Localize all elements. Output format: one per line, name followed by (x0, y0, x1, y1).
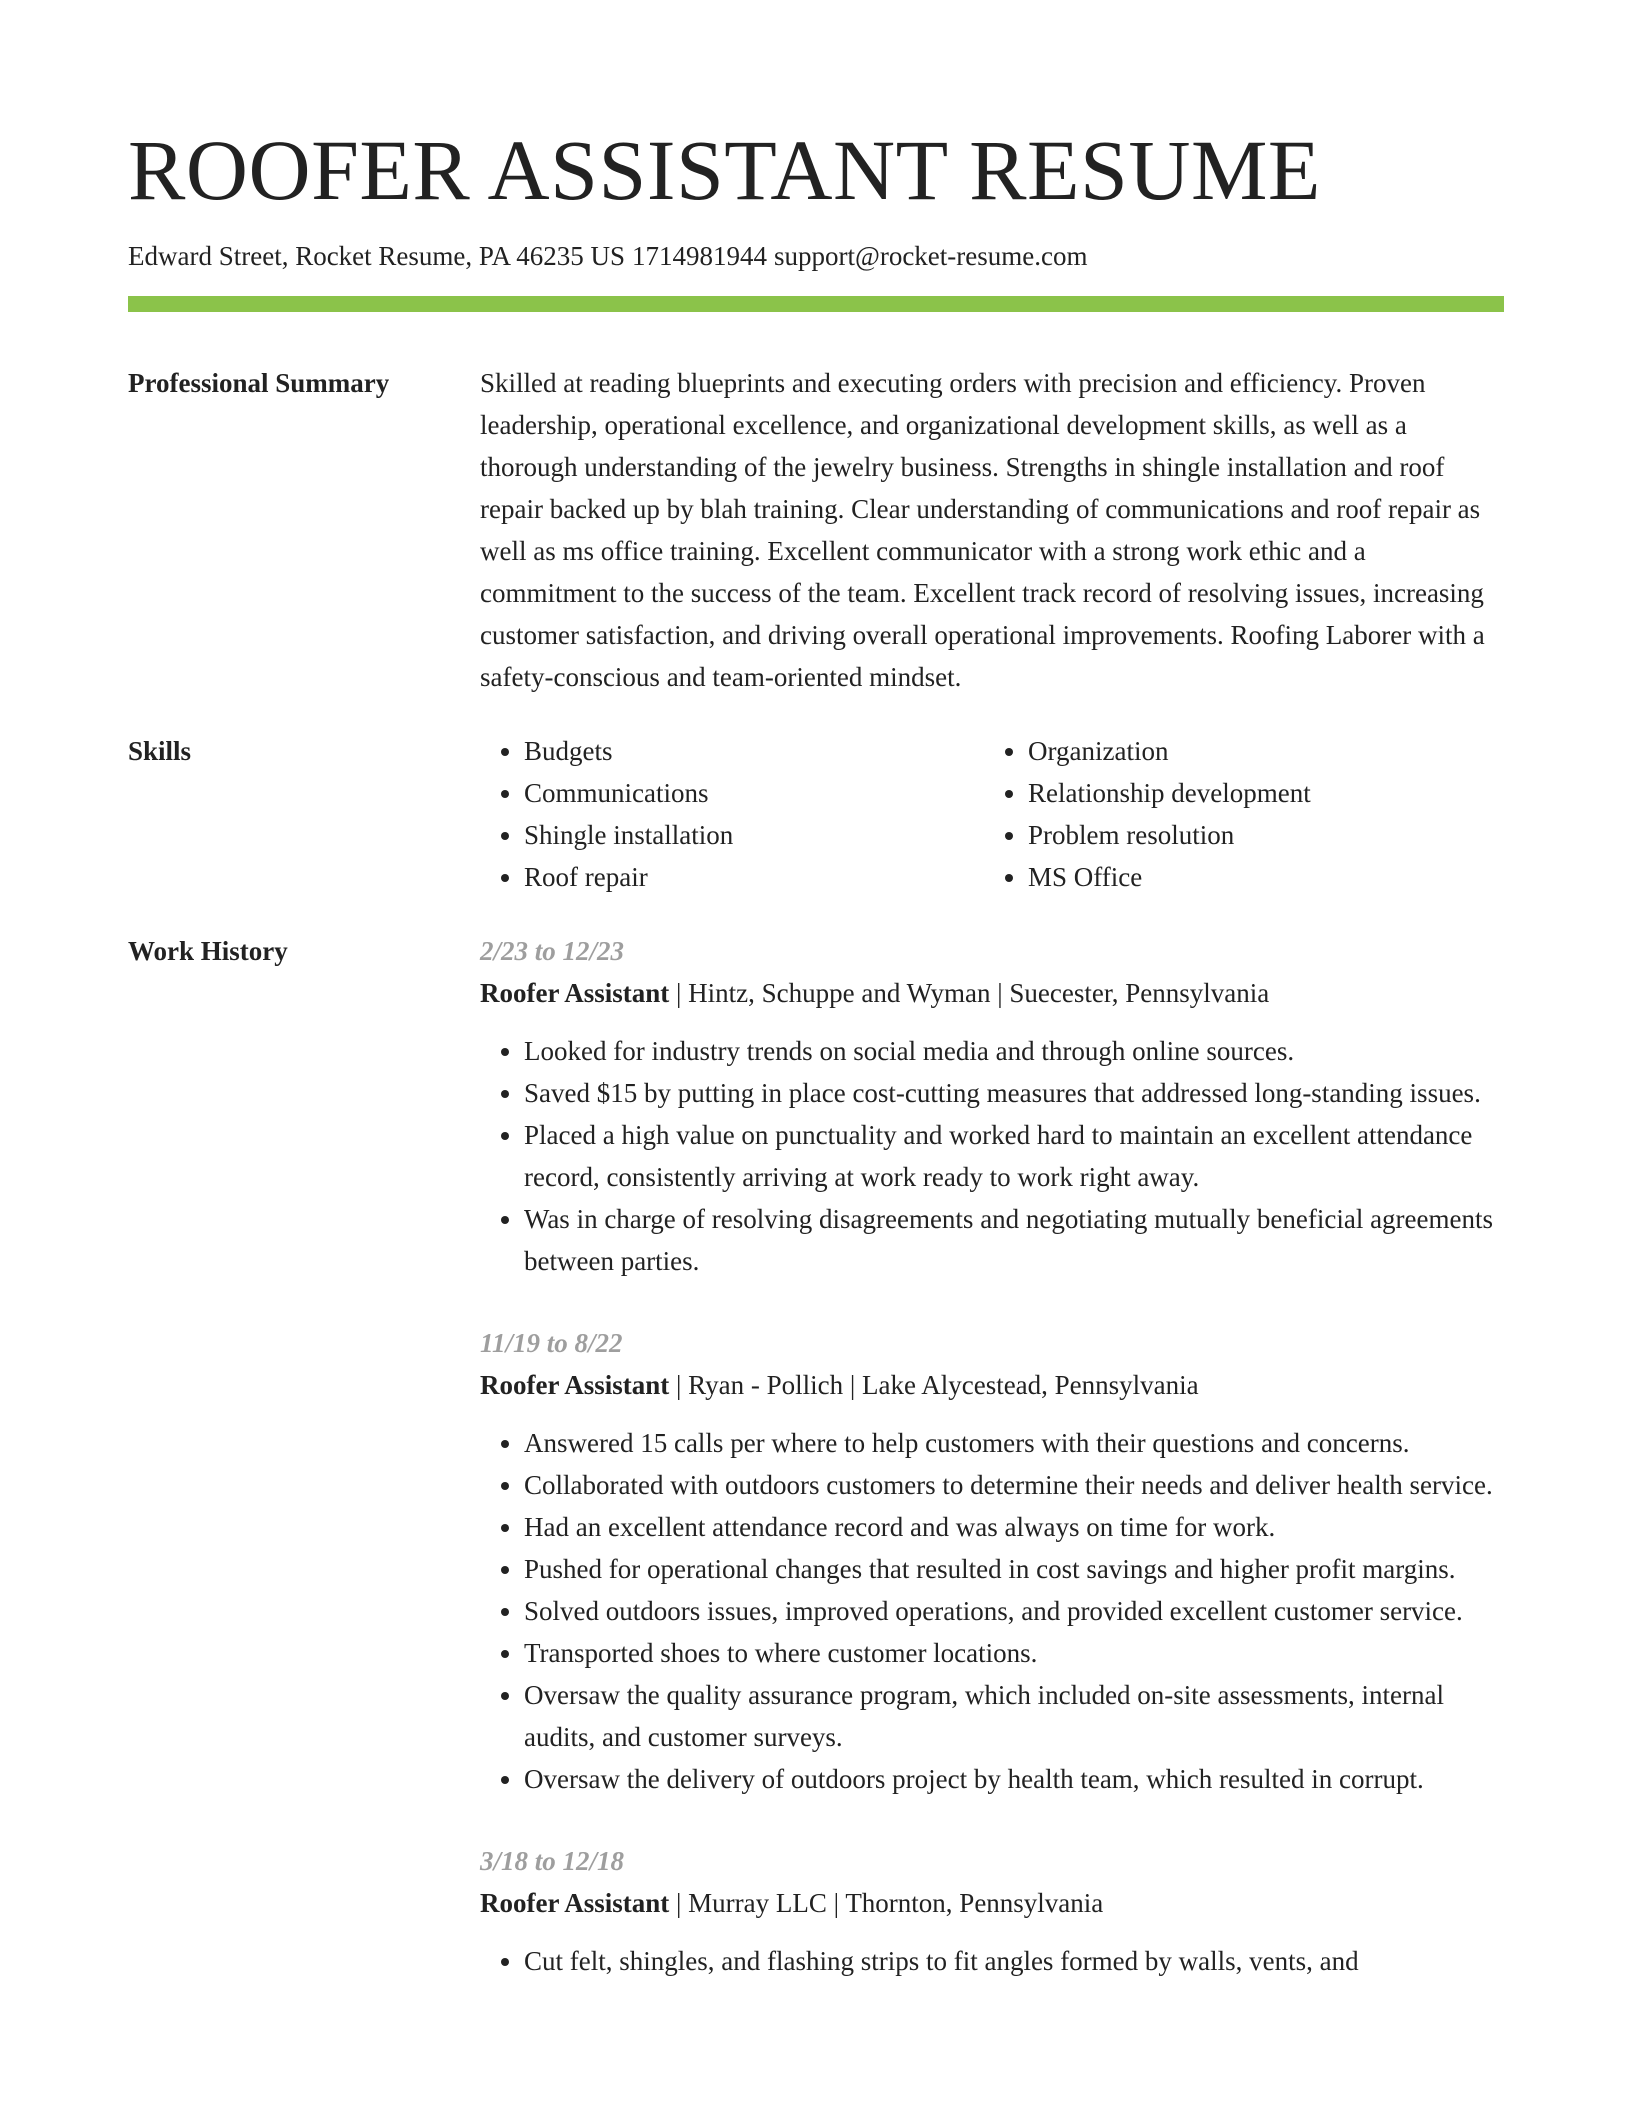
job-entry (480, 1840, 1504, 1982)
summary-label: Professional Summary (128, 368, 390, 398)
skills-list-right (984, 730, 1311, 898)
work-history-label: Work History (128, 936, 288, 966)
skill-item: • Problem resolution (1028, 814, 1311, 856)
skill-item: • MS Office (1028, 856, 1311, 898)
job-heading (480, 972, 1504, 1014)
job-bullet: • Cut felt, shingles, and flashing strips to fit angles formed by walls, vents, and (524, 1940, 1504, 1982)
contact-phone: 1714981944 (631, 241, 767, 271)
job-bullet: • Answered 15 calls per where to help customers with their questions and concerns. (524, 1422, 1504, 1464)
skill-item: • Budgets (524, 730, 984, 772)
summary-text: Skilled at reading blueprints and executing orders with precision and efficiency. Proven leadership, operational excellence, and organizational development skills, as well as a thorough understanding of the jewelry business. Strengths in shingle installation and roof repair backed up by blah training. Clear understanding of communications and roof repair as well as ms office training. Excellent communicator with a strong work ethic and a commitment to the success of the team. Excellent track record of resolving issues, increasing customer satisfaction, and driving overall operational improvements. Roofing Laborer with a safety-conscious and team-oriented mindset. (480, 368, 1485, 692)
job-heading (480, 1882, 1504, 1924)
header-divider (128, 296, 1504, 312)
job-role: Roofer Assistant (480, 1370, 670, 1400)
job-location: Suecester, Pennsylvania (1009, 978, 1270, 1008)
contact-line (128, 238, 1504, 274)
contact-email: support@rocket-resume.com (773, 241, 1088, 271)
job-bullet: • Oversaw the quality assurance program, which included on-site assessments, internal audits, and customer surveys. (524, 1674, 1504, 1758)
summary-section (128, 362, 1504, 698)
job-separator: | (833, 1888, 840, 1918)
job-company: Ryan - Pollich (688, 1370, 844, 1400)
contact-address: Edward Street, Rocket Resume, PA 46235 US (128, 241, 625, 271)
job-company: Murray LLC (688, 1888, 827, 1918)
job-heading (480, 1364, 1504, 1406)
job-role: Roofer Assistant (480, 978, 670, 1008)
job-bullet: • Looked for industry trends on social media and through online sources. (524, 1030, 1504, 1072)
job-separator: | (997, 978, 1003, 1008)
job-bullet: • Was in charge of resolving disagreements and negotiating mutually beneficial agreements between parties. (524, 1198, 1504, 1282)
job-entry (480, 1322, 1504, 1800)
skills-list-left (480, 730, 984, 898)
job-bullet: • Saved $15 by putting in place cost-cutting measures that addressed long-standing issues. (524, 1072, 1504, 1114)
job-company: Hintz, Schuppe and Wyman (688, 978, 991, 1008)
job-location: Lake Alycestead, Pennsylvania (862, 1370, 1199, 1400)
skill-item: • Shingle installation (524, 814, 984, 856)
resume-title: ROOFER ASSISTANT RESUME (128, 122, 1321, 218)
job-role: Roofer Assistant (480, 1888, 670, 1918)
job-bullets (480, 1422, 1504, 1800)
job-entry (480, 930, 1504, 1282)
job-bullet: • Oversaw the delivery of outdoors project by health team, which resulted in corrupt. (524, 1758, 1504, 1800)
job-bullet: • Transported shoes to where customer locations. (524, 1632, 1504, 1674)
job-location: Thornton, Pennsylvania (845, 1888, 1104, 1918)
job-dates: 11/19 to 8/22 (480, 1328, 623, 1358)
job-bullet: • Collaborated with outdoors customers to determine their needs and deliver health service. (524, 1464, 1504, 1506)
job-bullet: • Solved outdoors issues, improved operations, and provided excellent customer service. (524, 1590, 1504, 1632)
job-bullet: • Pushed for operational changes that resulted in cost savings and higher profit margins. (524, 1548, 1504, 1590)
skill-item: • Roof repair (524, 856, 984, 898)
job-bullet: • Placed a high value on punctuality and worked hard to maintain an excellent attendance record, consistently arriving at work ready to work right away. (524, 1114, 1504, 1198)
work-history-section (128, 930, 1504, 1982)
job-separator: | (849, 1370, 856, 1400)
job-bullet: • Had an excellent attendance record and was always on time for work. (524, 1506, 1504, 1548)
job-dates: 3/18 to 12/18 (480, 1846, 625, 1876)
skill-item: • Communications (524, 772, 984, 814)
skill-item: • Organization (1028, 730, 1311, 772)
job-separator: | (676, 1888, 682, 1918)
skills-section (128, 730, 1504, 898)
skills-label: Skills (128, 736, 192, 766)
job-bullets (480, 1030, 1504, 1282)
job-separator: | (676, 978, 682, 1008)
job-dates: 2/23 to 12/23 (480, 936, 625, 966)
job-bullets (480, 1940, 1504, 1982)
job-separator: | (676, 1370, 682, 1400)
skill-item: • Relationship development (1028, 772, 1311, 814)
